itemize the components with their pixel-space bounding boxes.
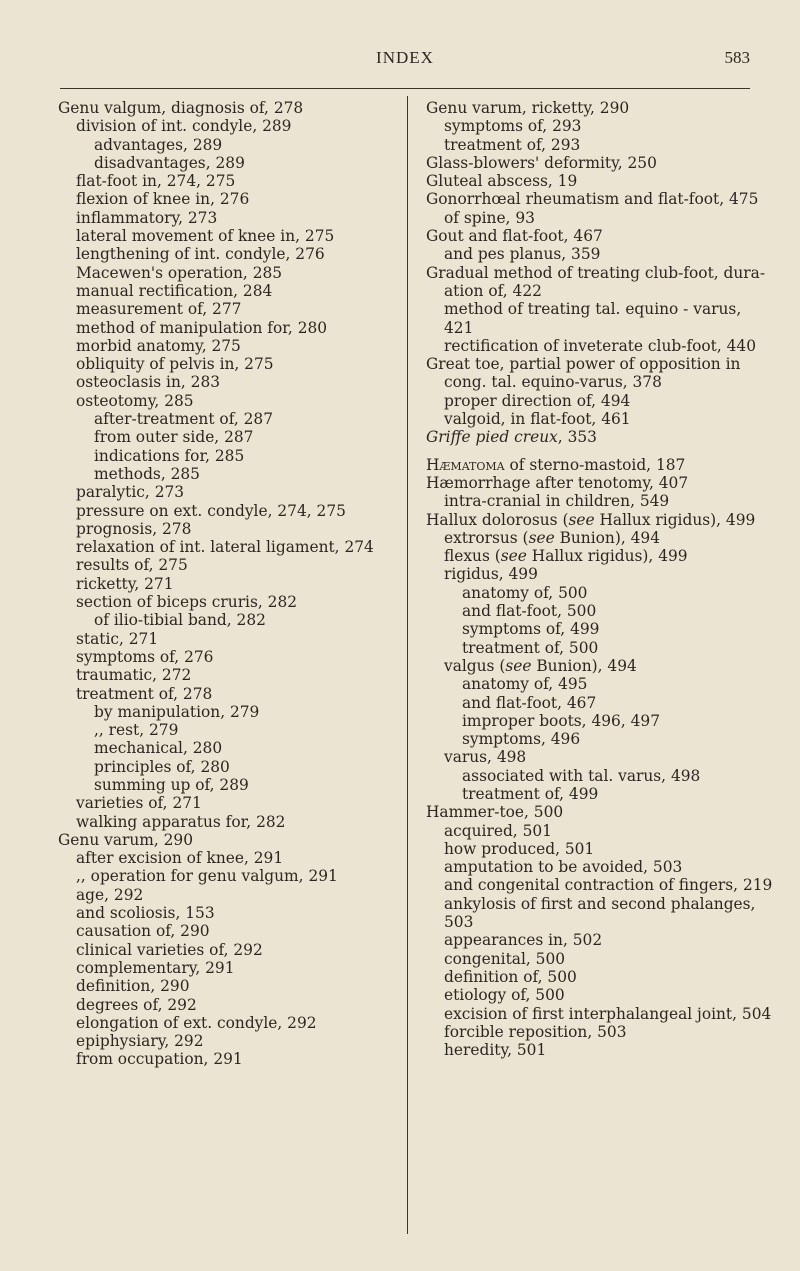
index-subentry: definition, 290 bbox=[76, 977, 190, 996]
index-subentry: varieties of, 271 bbox=[76, 794, 202, 813]
index-subentry: manual rectification, 284 bbox=[76, 281, 273, 300]
index-subentry: advantages, 289 bbox=[94, 135, 223, 154]
index-subentry: intra-cranial in children, 549 bbox=[444, 492, 670, 511]
index-subentry: from occupation, 291 bbox=[76, 1050, 243, 1069]
index-subentry: age, 292 bbox=[76, 885, 144, 904]
index-subentry: method of treating tal. equino - varus, bbox=[444, 300, 742, 319]
index-subentry: treatment of, 293 bbox=[444, 135, 581, 154]
index-subentry: morbid anatomy, 275 bbox=[76, 336, 241, 355]
index-column-left bbox=[58, 99, 408, 1069]
index-subentry: and pes planus, 359 bbox=[444, 245, 601, 264]
index-heading: Hallux dolorosus (see Hallux rigidus), 499 bbox=[426, 510, 756, 529]
index-subentry: improper boots, 496, 497 bbox=[462, 711, 660, 730]
index-subentry: ation of, 422 bbox=[444, 281, 542, 300]
index-subentry: flat-foot in, 274, 275 bbox=[76, 172, 236, 191]
index-subentry: ,, rest, 279 bbox=[94, 721, 179, 740]
index-column-right bbox=[426, 99, 776, 1059]
index-subentry: anatomy of, 500 bbox=[462, 583, 588, 602]
index-subentry: and flat-foot, 467 bbox=[462, 693, 597, 712]
index-heading: Glass-blowers' deformity, 250 bbox=[426, 153, 657, 172]
index-heading: Gradual method of treating club-foot, dura- bbox=[426, 263, 766, 282]
index-heading: Hammer-toe, 500 bbox=[426, 803, 564, 822]
running-title: INDEX bbox=[376, 48, 434, 67]
index-subentry: measurement of, 277 bbox=[76, 300, 242, 319]
index-heading: Genu valgum, diagnosis of, 278 bbox=[58, 99, 304, 117]
index-subentry: lengthening of int. condyle, 276 bbox=[76, 245, 325, 264]
index-subentry: appearances in, 502 bbox=[444, 931, 603, 950]
index-subentry: ,, operation for genu valgum, 291 bbox=[76, 867, 338, 886]
index-subentry: principles of, 280 bbox=[94, 757, 230, 776]
index-subentry: of spine, 93 bbox=[444, 208, 535, 227]
index-subentry: osteoclasis in, 283 bbox=[76, 373, 221, 392]
index-subentry: obliquity of pelvis in, 275 bbox=[76, 355, 274, 374]
index-subentry: epiphysiary, 292 bbox=[76, 1032, 204, 1051]
index-subentry: valgoid, in flat-foot, 461 bbox=[444, 410, 631, 429]
index-subentry: treatment of, 500 bbox=[462, 638, 599, 657]
index-subentry: symptoms, 496 bbox=[462, 730, 581, 749]
index-subentry: rectification of inveterate club-foot, 440 bbox=[444, 336, 757, 355]
index-subentry: heredity, 501 bbox=[444, 1041, 547, 1060]
column-divider bbox=[407, 96, 408, 1234]
index-subentry: complementary, 291 bbox=[76, 958, 235, 977]
index-subentry: methods, 285 bbox=[94, 464, 200, 483]
index-subentry: anatomy of, 495 bbox=[462, 675, 588, 694]
index-subentry: amputation to be avoided, 503 bbox=[444, 858, 683, 877]
index-subentry: symptoms of, 293 bbox=[444, 117, 582, 136]
index-subentry: varus, 498 bbox=[444, 748, 527, 767]
index-subentry: acquired, 501 bbox=[444, 821, 552, 840]
index-subentry: method of manipulation for, 280 bbox=[76, 318, 328, 337]
index-subentry: treatment of, 278 bbox=[76, 684, 213, 703]
index-subentry: relaxation of int. lateral ligament, 274 bbox=[76, 538, 374, 557]
index-subentry: pressure on ext. condyle, 274, 275 bbox=[76, 501, 346, 520]
index-subentry: disadvantages, 289 bbox=[94, 153, 245, 172]
index-subentry: of ilio-tibial band, 282 bbox=[94, 611, 266, 630]
index-subentry: forcible reposition, 503 bbox=[444, 1022, 627, 1041]
index-subentry: extrorsus (see Bunion), 494 bbox=[444, 528, 660, 547]
index-subentry: inflammatory, 273 bbox=[76, 208, 218, 227]
index-subentry: etiology of, 500 bbox=[444, 986, 565, 1005]
index-subentry: definition of, 500 bbox=[444, 967, 577, 986]
index-subentry: congenital, 500 bbox=[444, 949, 566, 968]
index-heading: Genu varum, ricketty, 290 bbox=[426, 99, 630, 117]
index-subentry: 421 bbox=[444, 318, 474, 337]
index-subentry: 503 bbox=[444, 913, 474, 932]
index-subentry: mechanical, 280 bbox=[94, 739, 223, 758]
index-subentry: paralytic, 273 bbox=[76, 483, 185, 502]
index-subentry: results of, 275 bbox=[76, 556, 188, 575]
index-heading: Genu varum, 290 bbox=[58, 830, 194, 849]
index-subentry: associated with tal. varus, 498 bbox=[462, 766, 701, 785]
index-subentry: proper direction of, 494 bbox=[444, 391, 631, 410]
index-heading: Gonorrhœal rheumatism and flat-foot, 475 bbox=[426, 190, 759, 209]
index-subentry: rigidus, 499 bbox=[444, 565, 538, 584]
index-subentry: valgus (see Bunion), 494 bbox=[444, 656, 637, 675]
index-subentry: degrees of, 292 bbox=[76, 995, 197, 1014]
index-subentry: osteotomy, 285 bbox=[76, 391, 194, 410]
index-subentry: treatment of, 499 bbox=[462, 784, 599, 803]
page-number: 583 bbox=[724, 48, 750, 67]
index-subentry: excision of first interphalangeal joint, 504 bbox=[444, 1004, 772, 1023]
index-heading: Hæmorrhage after tenotomy, 407 bbox=[426, 473, 689, 492]
index-subentry: and congenital contraction of fingers, 219 bbox=[444, 876, 773, 895]
index-heading: Gout and flat-foot, 467 bbox=[426, 227, 603, 246]
index-subentry: by manipulation, 279 bbox=[94, 702, 260, 721]
header-rule bbox=[60, 88, 750, 89]
index-heading: Griffe pied creux, 353 bbox=[426, 428, 597, 447]
index-subentry: flexion of knee in, 276 bbox=[76, 190, 250, 209]
index-subentry: walking apparatus for, 282 bbox=[76, 812, 286, 831]
index-subentry: how produced, 501 bbox=[444, 839, 595, 858]
index-subentry: traumatic, 272 bbox=[76, 666, 192, 685]
index-subentry: elongation of ext. condyle, 292 bbox=[76, 1013, 317, 1032]
page-header bbox=[60, 48, 750, 70]
index-subentry: after excision of knee, 291 bbox=[76, 849, 284, 868]
index-subentry: and flat-foot, 500 bbox=[462, 602, 597, 621]
index-subentry: ankylosis of first and second phalanges, bbox=[444, 894, 756, 913]
index-subentry: flexus (see Hallux rigidus), 499 bbox=[444, 547, 688, 566]
index-heading: Gluteal abscess, 19 bbox=[426, 172, 578, 191]
index-subentry: from outer side, 287 bbox=[94, 428, 254, 447]
index-subentry: division of int. condyle, 289 bbox=[76, 117, 292, 136]
index-subentry: symptoms of, 499 bbox=[462, 620, 600, 639]
index-subentry: section of biceps cruris, 282 bbox=[76, 593, 298, 612]
index-subentry: summing up of, 289 bbox=[94, 775, 249, 794]
index-subentry: cong. tal. equino-varus, 378 bbox=[444, 373, 662, 392]
section-gap bbox=[426, 447, 776, 456]
index-subentry: after-treatment of, 287 bbox=[94, 410, 273, 429]
index-subentry: and scoliosis, 153 bbox=[76, 904, 215, 923]
index-subentry: clinical varieties of, 292 bbox=[76, 940, 263, 959]
index-heading: Great toe, partial power of opposition in bbox=[426, 355, 741, 374]
index-subentry: prognosis, 278 bbox=[76, 519, 192, 538]
index-subentry: indications for, 285 bbox=[94, 446, 245, 465]
index-subentry: Macewen's operation, 285 bbox=[76, 263, 283, 282]
index-subentry: lateral movement of knee in, 275 bbox=[76, 227, 335, 246]
index-subentry: causation of, 290 bbox=[76, 922, 210, 941]
index-heading: Hæmatoma of sterno-mastoid, 187 bbox=[426, 455, 686, 474]
index-subentry: symptoms of, 276 bbox=[76, 647, 214, 666]
index-subentry: ricketty, 271 bbox=[76, 574, 174, 593]
index-subentry: static, 271 bbox=[76, 629, 159, 648]
